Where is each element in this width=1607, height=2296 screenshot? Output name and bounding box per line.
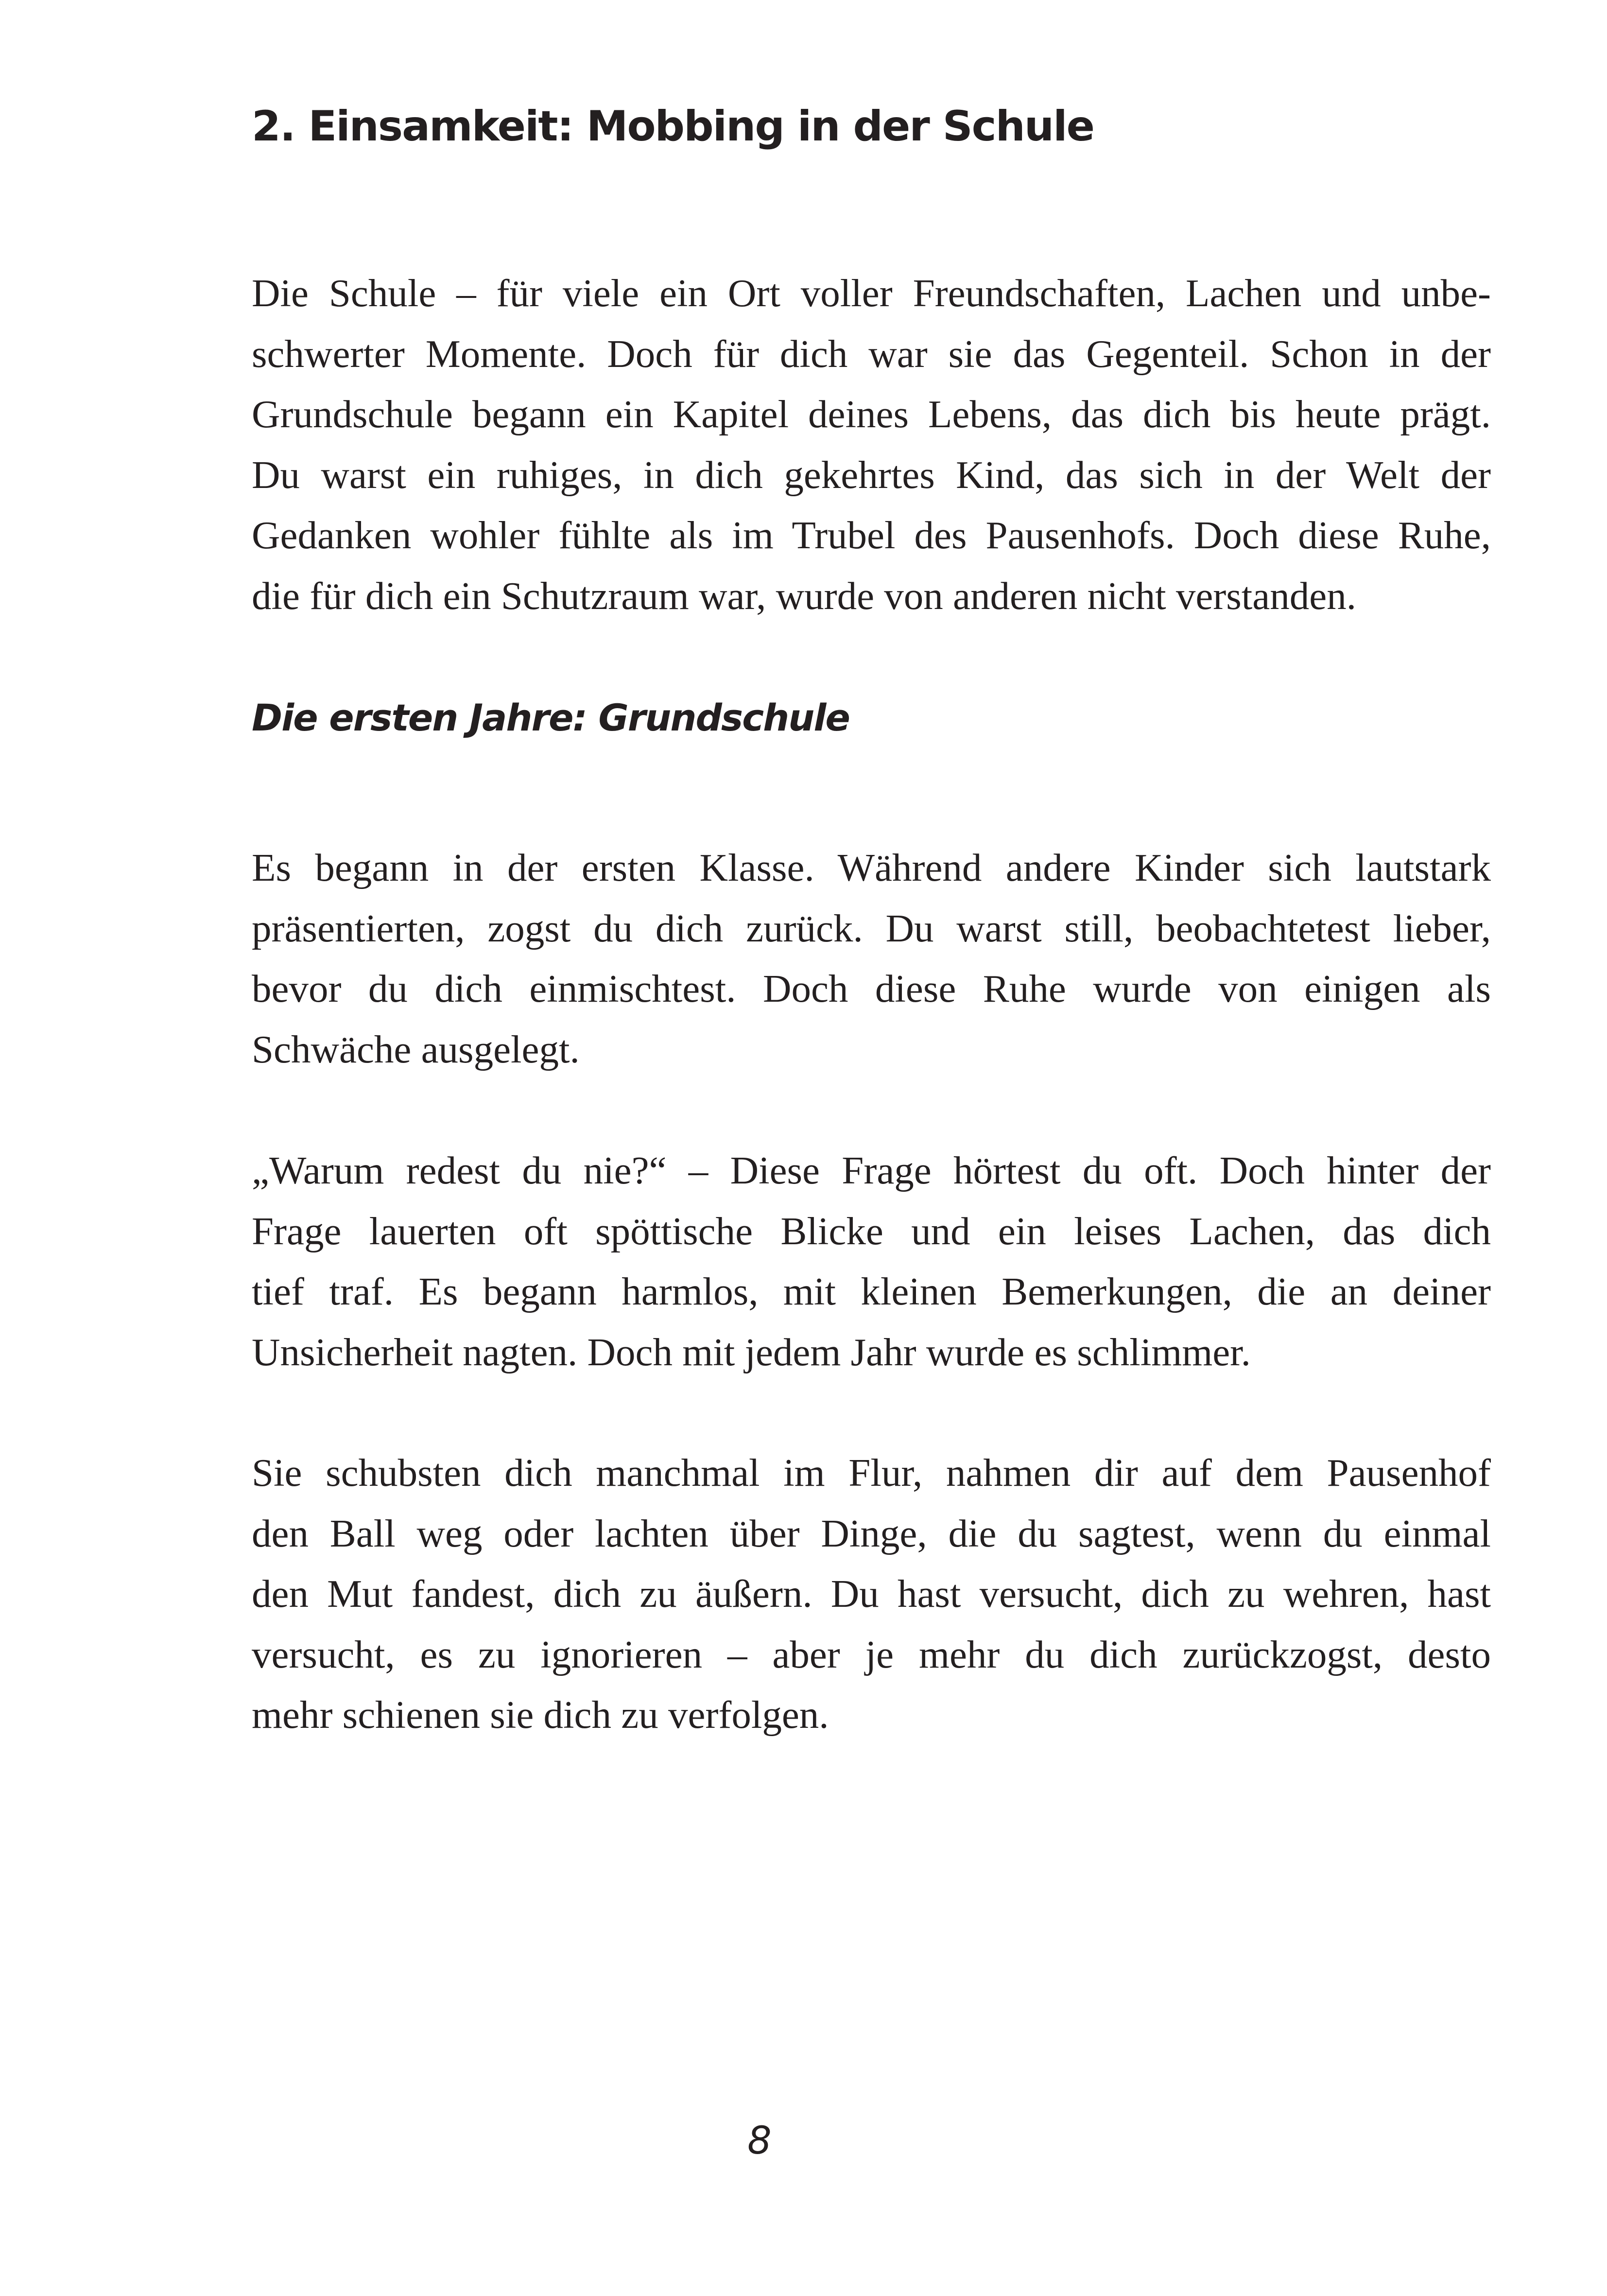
text-line: präsentierten, zogst du dich zurück. Du warst still, beobachtetest lieber, [252, 906, 1491, 950]
section-subheading: Die ersten Jahre: Grundschule [252, 696, 849, 739]
paragraph-first-class [252, 837, 1491, 1079]
text-line: den Ball weg oder lachten über Dinge, die du sagtest, wenn du einmal [252, 1511, 1491, 1555]
text-line: „Warum redest du nie?“ – Diese Frage hörtest du oft. Doch hinter der [252, 1148, 1491, 1192]
text-line: Grundschule begann ein Kapitel deines Lebens, das dich bis heute prägt. [252, 392, 1491, 436]
text-line: den Mut fandest, dich zu äußern. Du hast versucht, dich zu wehren, hast [252, 1572, 1491, 1616]
text-line: Sie schubsten dich manchmal im Flur, nahmen dir auf dem Pausenhof [252, 1451, 1491, 1495]
text-line: Du warst ein ruhiges, in dich gekehrtes Kind, das sich in der Welt der [252, 452, 1491, 497]
text-line: Unsicherheit nagten. Doch mit jedem Jahr wurde es schlimmer. [252, 1330, 1251, 1374]
text-line: Schwäche ausgelegt. [252, 1027, 580, 1071]
text-line: die für dich ein Schutzraum war, wurde von anderen nicht verstanden. [252, 574, 1356, 618]
chapter-heading: 2. Einsamkeit: Mobbing in der Schule [252, 102, 1094, 151]
text-line: tief traf. Es begann harmlos, mit kleinen Bemerkungen, die an deiner [252, 1270, 1491, 1313]
text-line: Frage lauerten oft spöttische Blicke und ein leises Lachen, das dich [252, 1209, 1491, 1253]
text-line: versucht, es zu ignorieren – aber je mehr du dich zurückzogst, desto [252, 1632, 1491, 1676]
text-line: Es begann in der ersten Klasse. Während andere Kinder sich lautstark [252, 846, 1491, 889]
paragraph-question [252, 1140, 1491, 1382]
text-line: Die Schule – für viele ein Ort voller Freundschaften, Lachen und unbe- [252, 271, 1491, 315]
page-number: 8 [747, 2119, 772, 2163]
paragraph-bullying [252, 1443, 1491, 1745]
text-line: mehr schienen sie dich zu verfolgen. [252, 1693, 829, 1737]
text-line: schwerter Momente. Doch für dich war sie das Gegenteil. Schon in der [252, 331, 1491, 376]
text-line: Gedanken wohler fühlte als im Trubel des Pausenhofs. Doch diese Ruhe, [252, 513, 1491, 557]
paragraph-intro [252, 263, 1491, 626]
text-line: bevor du dich einmischtest. Doch diese Ruhe wurde von einigen als [252, 967, 1491, 1010]
